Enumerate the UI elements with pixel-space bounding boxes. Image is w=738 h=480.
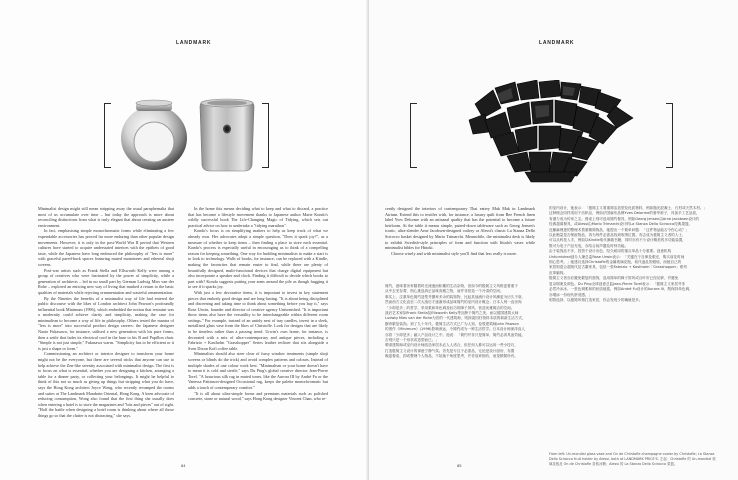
paragraph: 摒弃繁复装饰。到了九十年代，极简生活方式已广为人知，伦敦建筑师John Pawson [385,321,519,326]
paragraph: Minimalist design might still mean stripping away the usual paraphernalia that most of us accumulate over time – but today the approach is more about reconciling distinctions from what is truly elegant that about creating an austere environment. [38,206,174,228]
paragraph: 以此衡量是否保留物品，再为每件必需品找到收纳位置。有志成为极简主义者的人士， [549,233,686,238]
page-header-left: LANDMARK [176,40,212,46]
page-number-left: 84 [181,463,186,468]
paragraph: 晚宴餐桌，抑或整理个人物品，不妨换个角度思考，并非放弃拥有，而是精简所有。 [385,354,518,359]
article-column-3-chinese [385,284,535,454]
article-column-3-english [385,206,535,282]
paragraph: Choose wisely and with minimalist style you'll find that less really is more. [391,250,518,256]
paragraph: 简约，意味着舍弃随着时光流逝而积累的生活杂物，但如今的极简主义风格更着重于 [385,284,518,288]
product-photo-vase [118,98,190,172]
product-photo-fruit-bowl [467,80,635,188]
article-column-4-chinese [549,206,717,450]
paragraph: 这种理念同样适用于纺织品，例如法国麻布品牌Yves Delorme的奢华被子，具备手工艺品质， [549,211,700,216]
left-page [0,0,368,480]
paragraph: 从中去芜存菁，细心挑选真正品味高雅之物，而并非营造一个冷清的空间。 [385,289,504,294]
paragraph: 否则只是一个形状或造型而已。」 [385,338,439,343]
paragraph: 的室内设计，他表示：「极简主义着重简洁造型及优质物料，例如抛光混凝土、石材或天然木材。」 [549,206,708,210]
paragraph: 亦将「少即是多」融入产品设计之中。他说：「简约并非只是简单，简约必须具备效能， [385,332,526,337]
paragraph: 事实上，注重单色简约造型并摒弃多余的装饰物，比起其他流行设计风潮更为历久不衰， [385,294,526,299]
article-column-2 [188,206,328,454]
paragraph: 可以从科技入手，例如以Kindle取代满墙书籍，同时亦有不少设计精美的多功能装置， [549,238,686,243]
paragraph: 亦增添一份现代舒适感。」 [549,292,593,297]
paragraph: 近藤麻理惠的整理术着重精简物品，她提出一个简单问题：「这件物品能否令你心动？」 [549,227,690,232]
paragraph: Post-war artists such as Frank Stella and Ellsworth Kelly were among a group of creatives who were fascinated by the power of simplicity, while a generation of architects – led in no small part by German Ludwig Mies van der Rohe – explored an enticing new way of living that marked a return to the basic qualities of materials while rejecting ornamentation and wasteful ornamentation. [38,267,174,295]
paragraph: 战后艺术家如Frank Stella及Ellsworth Kelly等沉醉于简约之美，而以德国建筑大师 [385,311,519,316]
paragraph: cently designed the interiors of contemporary Thai eatery Mak Mak in Landmark Atrium. Extend this to textiles with, for instance, a luxury quilt from Bee French linen label Yves Delorme with an artisanal quality that has the potential to become a future heirloom. At the table it means simple, paired-down tableware such as Georg Jensen's iconic, ultra-slender Arne Jacobsen-designed cutlery or Alessi's classic La Stanza Dello Scirocco basket designed by Mario Trimarchi. Meanwhile, the minimalist desk is likely to exhibit Swedish-style principles of form and function with Iittala's vases while minimalist bibles for Hinoki. [385,206,535,251]
paragraph: "It is all about ultra-simple forms and premium materials such as polished concrete, stone or natural wood," says Hong Kong designer Vincent Chan, who re- [188,390,328,402]
paragraph: Commissioning an architect or interior designer to transform your home might not be the everyone, but there are several tricks that anyone can use to help achieve the Zen-like serenity associated with minimalist design. The first is to focus on what is essential, whether you are designing a kitchen, arranging a table for a dinner party, or collecting your belongings. It might be helpful to think of this not so much as giving up things but stripping what you do have, says the Hong Kong architect Joyce Wong, who recently revamped the rooms and suites at The Landmark Mandarin Oriental, Hong Kong. A keen advocate of reducing consumption, Wong also found that the first thing she usually does when entering a hotel is to store the magazines and "bits and pieces" out of sight. "Half the battle when designing a hotel room is thinking about where all those things go so that the clutter is not distracting," she says. [38,351,174,418]
paragraph: 「少即是多」的哲学，采用柔和单色调及轻巧的障子屏风，营造优雅简洁的空间。 [385,305,515,310]
bracket-right-open [410,103,417,168]
paragraph: 的著作《Minimum》(1996)影响深远，令简约成为一种生活哲学。日本设计师深泽直人 [385,327,526,332]
bracket-left-close [262,103,269,168]
page-header-right: LANDMARK [539,40,575,46]
article-column-1 [38,206,174,454]
paragraph: 聘请建筑师或室内设计师改造家居未必人人适合，但任何人都可以运用一些小技巧， [385,343,518,348]
product-photo-champagne-cooler [196,97,258,173]
paragraph: 家居则混合超现代及古董家具，包括一张Fabrizio + Kastholm「Grasshopper」系列 [549,265,687,270]
paragraph: 必然冷冰冰，一张色调柔和的丝质地毯，例如André Fu设计的Aurora III，既保持单色调， [549,287,693,292]
paragraph: 明智选择，以极简风格打造家居，你会发现少的确就是多。 [549,297,643,302]
paragraph: 然而西方文化直至二次大战后才逐渐形成品味简约的室内设计概念；日本人则一直崇尚 [385,300,522,305]
paragraph: 皮革躺椅。 [549,270,567,275]
photo-caption: From left: Un-mondial glass vase and On de Christofle champagne cooler by Christofle; La Stanza Dello Scirocco fruit holder by Alessi, both at LANDMARK PRICE'S. 左起：Christofle 的 Un-mondial 玻璃花瓶及 On de Christofle 香槟冰桶；Alessi 的 La Stanza Dello Scirocco 果篮。 [549,452,716,466]
paragraph: 打造极简主义设计的禅意宁静气氛。首先是专注于必需品，无论是设计厨房、布置 [385,348,515,353]
paragraph: In fact, emphasising simple monochromatic forms while eliminating a few expendable accessories has proved far more enduring than other popular design movements. However, it is only in the post-World War II period that Western cultures have started to acquire understated interiors with the epithets of good taste, while the Japanese have long embraced the philosophy of "less is more" with graceful pared-back spaces featuring muted monotones and ethereal shoji screens. [38,228,174,267]
paragraph: In the home this means deciding what to keep and what to discard, a practice that has become a lifestyle movement thanks to Japanese author Marie Kondo's wildly successful book The Life-Changing Magic of Tidying, which sets out practical advice on how to undertake a "tidying marathon". [188,206,328,228]
paragraph: 由于装饰品不多，投资于设计出色、经久耐用的重点单品十分重要。创意机构 [549,249,672,254]
paragraph: 细心思考。」她建议选择Christofle的金属玻璃花瓶，取代凌乱的蜡烛，而她自己的 [549,260,682,265]
paragraph: By the Nineties the benefits of a minimalist way of life had entered the public discourse with the likes of London architect John Pawson's profoundly influential book Minimum (1996), which embedded the notion that restraint was a modernity could achieve clarity and simplicity, making the case for minimalism to become a way of life in philosophy. Others tested the mantra of "less is more" into successful product design careers: the Japanese designer Naoto Fukasawa, for instance, utilised a new generation with his pure forms, then a settle that fades its electrical cord in the base to his B and Papillon chair. "Simple is not just simple," Fukasawa warns. "Simplicity has to be efficient or it is just a shape or form." [38,295,174,351]
paragraph: Kondo's focus is on simplifying matters to help us keep track of what we already own. Her advocates adopt a simple question, "Does it spark joy?", as a measure of whether to keep items – then finding a place to store each essential. Kondo's process is especially useful in encouraging us to think of a compelling reason for keeping something. One way for budding minimalists to make a start is to look to technology. Walls of books, for instance, can be replaced with a Kindle, making the favourites that remain easier to find, while there are plenty of beautifully designed, multi-functional devices that charge digital equipment but also incorporate a speaker and clock. Finding it difficult to decide which books to part with? Kondo suggests putting your arms around the pile as though hugging it to see if it sparks joy. [188,228,328,290]
paragraph: 有潜力成为传家之宝。餐桌上则可选用简约餐具，例如Georg Jensen由Arne Jacobsen设计的 [549,216,700,221]
paragraph: 经典超薄餐具，或Alessi由Mario Trimarchi设计的La Stanza Dello Scirocco经典果篮。 [549,222,693,227]
paragraph: With just a few decorative items, it is important to invest in key statement pieces that embody good design and are long-lasting. "It is about being disciplined and discerning and taking time to think about something before you buy it," says Rose Urwin, founder and director of creative agency Unfurnished. "It is important those items also have the versatility to be interchangeable within different room settings." For example, instead of an untidy nest of tray candles, invest in a sleek, metallised glass vase from the likes of Christofle. Look for designs that are likely to be timeless rather than a passing trend. Urwin's own home, for instance, is decorated with a mix of ultra-contemporary and antique pieces, including a Fabrizio + Kastholm "Grasshopper" Series leather recliner that sits alongside a Sven Dixon Kofi coffee table. [188,289,328,351]
page-number-right: 85 [457,463,462,468]
paragraph: Ludwig Mies van der Rohe为首的一代建筑师，则探索回归物料本质的崭新生活方式， [385,316,526,321]
paragraph: 极简主义者亦应避免繁复的窗饰，选用简单的障子屏风或百叶帘已经足够，并避免 [549,276,679,281]
paragraph: 复杂图案及颜色。Du Ping全球创意总监Jean-Pierre Torel表示：「极简主义家居并非 [549,281,686,286]
bracket-left-open [104,103,111,168]
paragraph: Unfurnished创办人兼总监Rose Urwin表示：「关键在于自律及眼光，购买前花时间 [549,254,685,259]
right-page [369,0,738,480]
paragraph: Minimalists should also steer clear of fussy window treatments (simple shoji screens or blinds do the trick) and avoid complex patterns and colours. Instead of multiple shades of one colour work best. "Minimalism or your home doesn't have to mean it is cold and sterile," says Du Ping's global creative director Jean-Pierre Torel. "A luxurious silk rug in muted tones, like the Aurora III by André Fu or the Vanessa Pattinson-designed Occasional rug, keeps the palette monochromatic but adds a touch of contemporary comfort." [188,351,328,390]
paragraph: 既可为电子产品充电，亦结合扬声器及时钟功能。 [549,243,629,248]
bracket-right-close [666,103,673,168]
